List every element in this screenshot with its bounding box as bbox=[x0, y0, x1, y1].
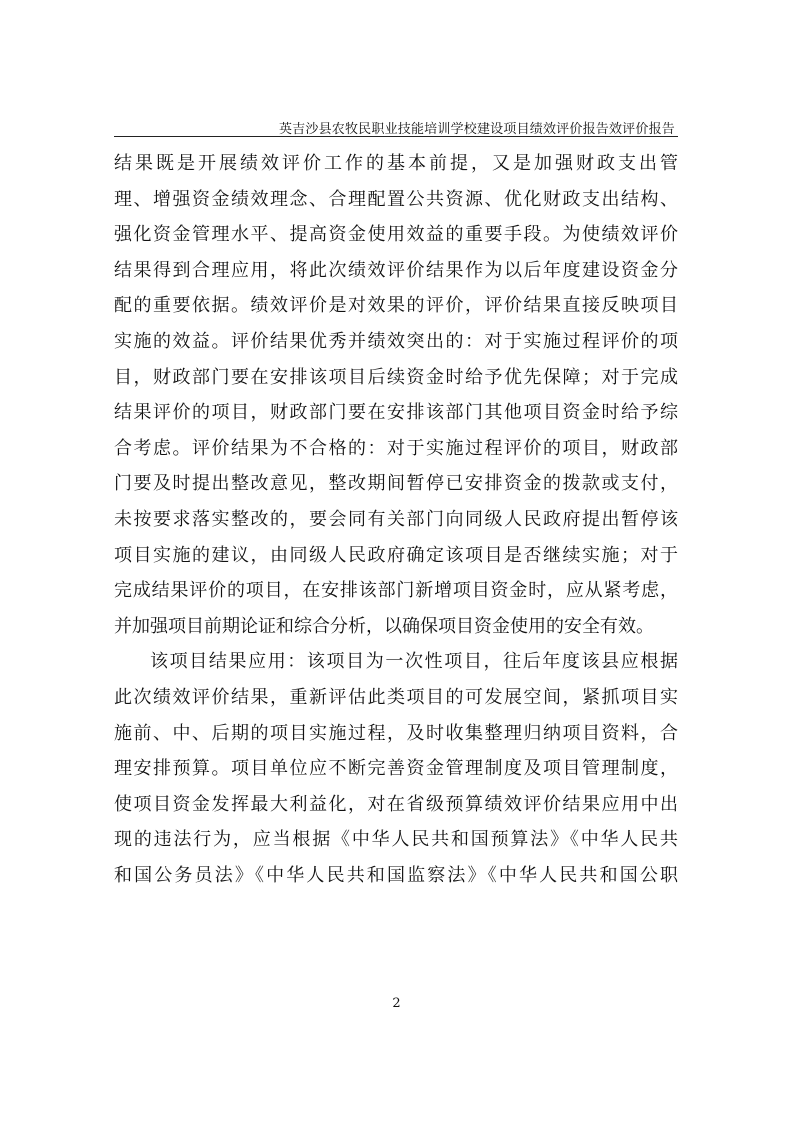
text-line: 强化资金管理水平、提高资金使用效益的重要手段。为使绩效评价 bbox=[114, 224, 678, 246]
text-line: 施前、中、后期的项目实施过程，及时收集整理归纳项目资料，合 bbox=[114, 722, 678, 744]
text-line: 目，财政部门要在安排该项目后续资金时给予优先保障；对于完成 bbox=[114, 366, 678, 388]
body-text bbox=[114, 146, 678, 893]
running-header: 英吉沙县农牧民职业技能培训学校建设项目绩效评价报告效评价报告 bbox=[278, 122, 675, 137]
text-line: 配的重要依据。绩效评价是对效果的评价，评价结果直接反映项目 bbox=[114, 295, 678, 317]
text-line: 合考虑。评价结果为不合格的：对于实施过程评价的项目，财政部 bbox=[114, 437, 678, 459]
text-line: 和国公务员法》《中华人民共和国监察法》《中华人民共和国公职 bbox=[114, 864, 678, 886]
text-line: 项目实施的建议，由同级人民政府确定该项目是否继续实施；对于 bbox=[114, 544, 678, 566]
text-line: 结果既是开展绩效评价工作的基本前提，又是加强财政支出管 bbox=[114, 153, 678, 174]
paragraph-2 bbox=[114, 644, 678, 893]
page-number: 2 bbox=[392, 996, 401, 1011]
header-rule bbox=[114, 136, 678, 137]
text-line: 此次绩效评价结果，重新评估此类项目的可发展空间，紧抓项目实 bbox=[114, 686, 678, 708]
text-line: 未按要求落实整改的，要会同有关部门向同级人民政府提出暂停该 bbox=[114, 508, 678, 530]
text-line: 并加强项目前期论证和综合分析，以确保项目资金使用的安全有效。 bbox=[114, 615, 654, 637]
text-line: 理、增强资金绩效理念、合理配置公共资源、优化财政支出结构、 bbox=[114, 188, 678, 210]
text-line: 该项目结果应用：该项目为一次性项目，往后年度该县应根据 bbox=[150, 651, 678, 673]
text-line: 使项目资金发挥最大利益化，对在省级预算绩效评价结果应用中出 bbox=[114, 793, 678, 815]
text-line: 结果得到合理应用，将此次绩效评价结果作为以后年度建设资金分 bbox=[114, 259, 678, 281]
paragraph-1 bbox=[114, 146, 678, 644]
text-line: 完成结果评价的项目，在安排该部门新增项目资金时，应从紧考虑， bbox=[114, 580, 678, 602]
text-line: 结果评价的项目，财政部门要在安排该部门其他项目资金时给予综 bbox=[114, 402, 678, 424]
text-line: 实施的效益。评价结果优秀并绩效突出的：对于实施过程评价的项 bbox=[114, 330, 678, 352]
text-line: 理安排预算。项目单位应不断完善资金管理制度及项目管理制度， bbox=[114, 758, 678, 780]
text-line: 现的违法行为，应当根据《中华人民共和国预算法》《中华人民共 bbox=[114, 829, 678, 851]
text-line: 门要及时提出整改意见，整改期间暂停已安排资金的拨款或支付， bbox=[114, 473, 678, 495]
